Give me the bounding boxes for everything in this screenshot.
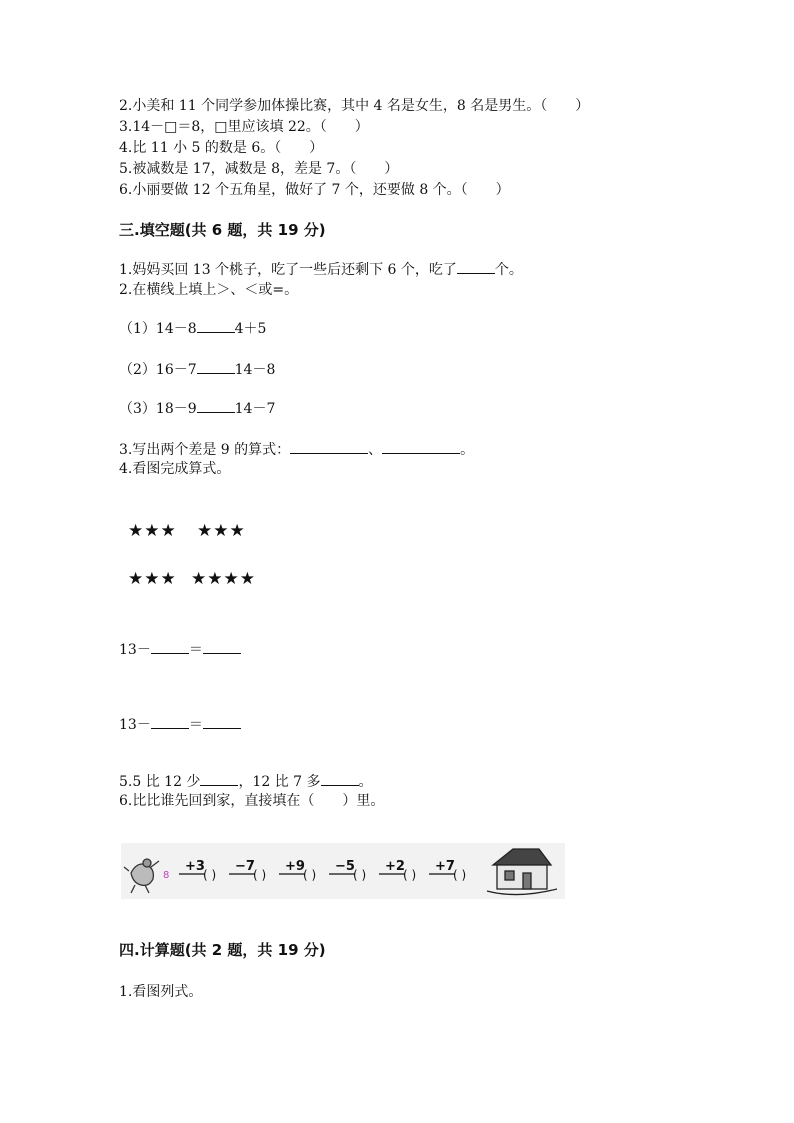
compare-3-blank[interactable]: [197, 398, 235, 413]
chain-answer-blank-3[interactable]: ( ): [303, 868, 317, 882]
chain-operator-1: +3: [185, 859, 205, 874]
compare-3-right: 14－7: [234, 401, 276, 417]
q5-text-2: ，12 比 7 多: [238, 774, 321, 790]
fill-question-2: 2.在横线上填上＞、＜或=。: [119, 282, 299, 298]
q3-blank-2[interactable]: [382, 439, 460, 454]
compare-2-blank[interactable]: [197, 359, 235, 374]
chain-answer-blank-2[interactable]: ( ): [253, 868, 267, 882]
fill-question-4: 4.看图完成算式。: [119, 461, 231, 477]
chain-operator-2: −7: [235, 859, 255, 874]
q5-blank-2[interactable]: [321, 771, 359, 786]
eq2-prefix: 13－: [119, 717, 151, 733]
equation-2: [119, 714, 241, 734]
chain-answer-blank-5[interactable]: ( ): [403, 868, 417, 882]
eq1-blank-2[interactable]: [203, 639, 241, 654]
chain-answer-blank-1[interactable]: ( ): [203, 868, 217, 882]
q3-text: 3.写出两个差是 9 的算式：: [119, 442, 291, 458]
eq2-blank-2[interactable]: [203, 714, 241, 729]
start-number: 8: [163, 870, 170, 881]
q5-blank-1[interactable]: [200, 771, 238, 786]
fill-question-3: [119, 439, 474, 459]
chain-operator-5: +2: [385, 859, 405, 874]
star-group-4: ★★★★: [191, 569, 256, 589]
q5-text-1: 5.5 比 12 少: [119, 774, 201, 790]
fill-question-5: [119, 771, 373, 791]
calc-question-1: 1.看图列式。: [119, 984, 203, 1000]
compare-2-right: 14－8: [234, 362, 276, 378]
calculation-chain-figure: [121, 843, 565, 899]
judgement-item-4: 4.比 11 小 5 的数是 6。（ ）: [119, 140, 324, 156]
equation-1: [119, 639, 241, 659]
compare-1-blank[interactable]: [197, 318, 235, 333]
compare-2-left: （2）16－7: [119, 362, 197, 378]
chain-answer-blank-6[interactable]: ( ): [453, 868, 467, 882]
q3-blank-1[interactable]: [290, 439, 368, 454]
judgement-item-5: 5.被减数是 17，减数是 8，差是 7。（ ）: [119, 161, 399, 177]
eq2-equals: ＝: [188, 717, 203, 733]
section-3-title: 三.填空题(共 6 题，共 19 分): [119, 221, 326, 239]
q5-suffix: 。: [358, 774, 373, 790]
compare-1-left: （1）14－8: [119, 321, 197, 337]
star-group-1: ★★★: [128, 521, 177, 541]
section-4-title: 四.计算题(共 2 题，共 19 分): [119, 941, 326, 959]
q3-suffix: 。: [460, 442, 475, 458]
compare-1-right: 4＋5: [234, 321, 267, 337]
judgement-item-3: 3.14－□＝8，□里应该填 22。（ ）: [119, 119, 369, 135]
calculation-chain-svg: [121, 843, 565, 899]
eq1-equals: ＝: [188, 642, 203, 658]
compare-row-2: [119, 359, 275, 379]
star-group-3: ★★★: [128, 569, 177, 589]
compare-3-left: （3）18－9: [119, 401, 197, 417]
chain-operator-3: +9: [285, 859, 305, 874]
judgement-item-6: 6.小丽要做 12 个五角星，做好了 7 个，还要做 8 个。（ ）: [119, 182, 510, 198]
judgement-item-2: 2.小美和 11 个同学参加体操比赛，其中 4 名是女生，8 名是男生。（ ）: [119, 98, 590, 114]
chain-operator-4: −5: [335, 859, 355, 874]
eq2-blank-1[interactable]: [151, 714, 189, 729]
fill-question-6: 6.比比谁先回到家，直接填在（ ）里。: [119, 793, 385, 809]
eq1-blank-1[interactable]: [151, 639, 189, 654]
compare-row-1: [119, 318, 266, 338]
q1-text: 1.妈妈买回 13 个桃子，吃了一些后还剩下 6 个，吃了: [119, 262, 457, 278]
eq1-prefix: 13－: [119, 642, 151, 658]
q1-suffix: 个。: [494, 262, 523, 278]
q1-answer-blank[interactable]: [457, 259, 495, 274]
star-group-2: ★★★: [197, 521, 246, 541]
chain-operator-6: +7: [435, 859, 455, 874]
chain-answer-blank-4[interactable]: ( ): [353, 868, 367, 882]
compare-row-3: [119, 398, 275, 418]
q3-separator: 、: [368, 442, 383, 458]
fill-question-1: [119, 259, 523, 279]
